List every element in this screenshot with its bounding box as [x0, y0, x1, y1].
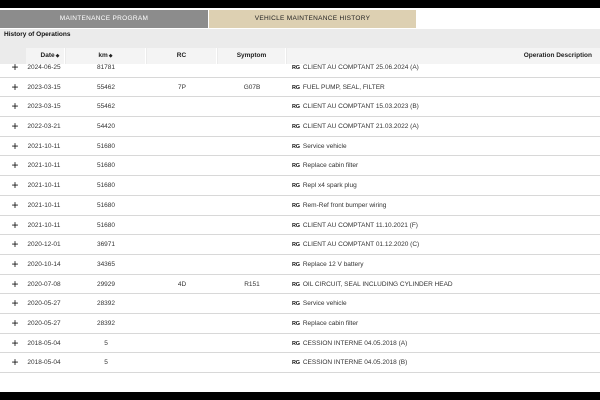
expand-plus-icon[interactable]: + [11, 79, 19, 94]
row-date: 2021-10-11 [27, 182, 61, 190]
rg-badge: RG [292, 301, 300, 308]
row-date: 2021-10-11 [27, 221, 61, 229]
column-header-rc: RC [147, 48, 217, 64]
table-row [0, 176, 600, 196]
row-km: 51680 [96, 162, 116, 170]
row-km: 51680 [96, 201, 116, 209]
row-description [292, 294, 592, 314]
tab-maintenance-program[interactable]: MAINTENANCE PROGRAM [0, 10, 208, 28]
operations-table-body [0, 58, 600, 373]
table-row [0, 196, 600, 216]
rg-badge: RG [292, 281, 300, 288]
table-row [0, 216, 600, 236]
row-description [292, 117, 592, 137]
expand-plus-icon[interactable]: + [11, 158, 19, 173]
rg-badge: RG [292, 320, 300, 327]
expand-plus-icon[interactable]: + [11, 256, 19, 271]
row-date: 2020-12-01 [27, 241, 61, 249]
rg-badge: RG [292, 163, 300, 170]
row-km: 51680 [96, 142, 116, 150]
row-description [292, 58, 592, 78]
section-title: History of Operations [0, 29, 600, 40]
column-header-operation-description: Operation Description [287, 48, 600, 64]
table-row [0, 97, 600, 117]
expand-plus-icon[interactable]: + [11, 138, 19, 153]
tab-vehicle-maintenance-history[interactable]: VEHICLE MAINTENANCE HISTORY [209, 10, 416, 28]
expand-plus-icon[interactable]: + [11, 355, 19, 370]
row-description [292, 176, 592, 196]
row-date: 2023-03-15 [27, 83, 61, 91]
expand-plus-icon[interactable]: + [11, 276, 19, 291]
row-description [292, 97, 592, 117]
row-km: 5 [104, 339, 108, 347]
row-km: 36971 [96, 241, 116, 249]
maintenance-history-panel [0, 8, 600, 392]
row-description [292, 78, 592, 98]
row-description [292, 255, 592, 275]
row-description [292, 137, 592, 157]
row-description-text: CLIENT AU COMPTANT 01.12.2020 (C) [302, 241, 420, 249]
row-description-text: CESSION INTERNE 04.05.2018 (A) [302, 339, 408, 347]
expand-plus-icon[interactable]: + [11, 197, 19, 212]
row-description [292, 275, 592, 295]
table-row [0, 156, 600, 176]
row-description-text: Replace 12 V battery [302, 260, 364, 268]
row-km: 55462 [96, 83, 116, 91]
table-row [0, 117, 600, 137]
row-date: 2024-06-25 [27, 64, 61, 71]
column-header-symptom: Symptom [218, 48, 286, 64]
table-row [0, 255, 600, 275]
row-km: 5 [104, 359, 108, 367]
rg-badge: RG [292, 261, 300, 268]
table-row [0, 314, 600, 334]
row-date: 2022-03-21 [27, 123, 61, 131]
row-date: 2021-10-11 [27, 162, 61, 170]
table-row [0, 294, 600, 314]
row-date: 2021-10-11 [27, 201, 61, 209]
rg-badge: RG [292, 183, 300, 190]
row-rc: 7P [178, 83, 186, 91]
row-description-text: Rem-Ref front bumper wiring [302, 201, 387, 209]
table-row [0, 275, 600, 295]
row-description-text: CLIENT AU COMPTANT 21.03.2022 (A) [302, 123, 419, 131]
expand-plus-icon[interactable]: + [11, 119, 19, 134]
rg-badge: RG [292, 84, 300, 91]
row-date: 2020-10-14 [27, 260, 61, 268]
row-description-text: CLIENT AU COMPTANT 15.03.2023 (B) [302, 103, 419, 111]
row-date: 2020-07-08 [27, 280, 61, 288]
row-description-text: CLIENT AU COMPTANT 11.10.2021 (F) [302, 221, 418, 229]
row-km: 34365 [96, 260, 116, 268]
table-row [0, 137, 600, 157]
rg-badge: RG [292, 143, 300, 150]
row-description [292, 196, 592, 216]
row-description [292, 314, 592, 334]
row-description [292, 334, 592, 354]
row-km: 29929 [96, 280, 116, 288]
table-row [0, 235, 600, 255]
row-km: 51680 [96, 182, 116, 190]
expand-plus-icon[interactable]: + [11, 217, 19, 232]
row-description-text: CLIENT AU COMPTANT 25.06.2024 (A) [302, 64, 419, 71]
table-row [0, 58, 600, 78]
row-date: 2018-05-04 [27, 359, 61, 367]
row-description [292, 235, 592, 255]
rg-badge: RG [292, 360, 300, 367]
column-header-km-label: km [98, 52, 108, 59]
row-description-text: Repl x4 spark plug [302, 182, 357, 190]
expand-plus-icon[interactable]: + [11, 237, 19, 252]
table-row [0, 78, 600, 98]
rg-badge: RG [292, 104, 300, 111]
rg-badge: RG [292, 340, 300, 347]
sort-icon[interactable]: ◆ [55, 53, 60, 59]
row-date: 2020-05-27 [27, 319, 61, 327]
row-date: 2023-03-15 [27, 103, 61, 111]
expand-plus-icon[interactable]: + [11, 296, 19, 311]
expand-plus-icon[interactable]: + [11, 178, 19, 193]
rg-badge: RG [292, 124, 300, 131]
sort-icon[interactable]: ◆ [108, 53, 113, 59]
rg-badge: RG [292, 242, 300, 249]
row-description-text: Replace cabin filter [302, 319, 359, 327]
expand-plus-icon[interactable]: + [11, 99, 19, 114]
expand-plus-icon[interactable]: + [11, 335, 19, 350]
row-date: 2021-10-11 [27, 142, 61, 150]
row-km: 54420 [96, 123, 116, 131]
table-row [0, 334, 600, 354]
tab-bar [0, 10, 600, 28]
expand-plus-icon[interactable]: + [11, 60, 19, 74]
row-description [292, 353, 592, 373]
row-symptom: R151 [244, 280, 260, 288]
row-description [292, 216, 592, 236]
rg-badge: RG [292, 222, 300, 229]
row-date: 2020-05-27 [27, 300, 61, 308]
expand-plus-icon[interactable]: + [11, 315, 19, 330]
row-description-text: Replace cabin filter [302, 162, 359, 170]
row-km: 28392 [96, 319, 116, 327]
row-km: 28392 [96, 300, 116, 308]
row-description-text: Service vehicle [302, 142, 347, 150]
column-header-date-label: Date [40, 52, 55, 59]
row-description [292, 156, 592, 176]
row-rc: 4D [177, 280, 187, 288]
table-row [0, 353, 600, 373]
row-description-text: Service vehicle [302, 300, 347, 308]
rg-badge: RG [292, 65, 300, 71]
row-symptom: G07B [243, 83, 261, 91]
row-date: 2018-05-04 [27, 339, 61, 347]
rg-badge: RG [292, 202, 300, 209]
row-km: 51680 [96, 221, 116, 229]
row-description-text: FUEL PUMP, SEAL, FILTER [302, 83, 385, 91]
row-km: 55462 [96, 103, 116, 111]
row-description-text: OIL CIRCUIT, SEAL INCLUDING CYLINDER HEAD [302, 280, 453, 288]
row-km: 81781 [96, 64, 116, 71]
row-description-text: CESSION INTERNE 04.05.2018 (B) [302, 359, 408, 367]
